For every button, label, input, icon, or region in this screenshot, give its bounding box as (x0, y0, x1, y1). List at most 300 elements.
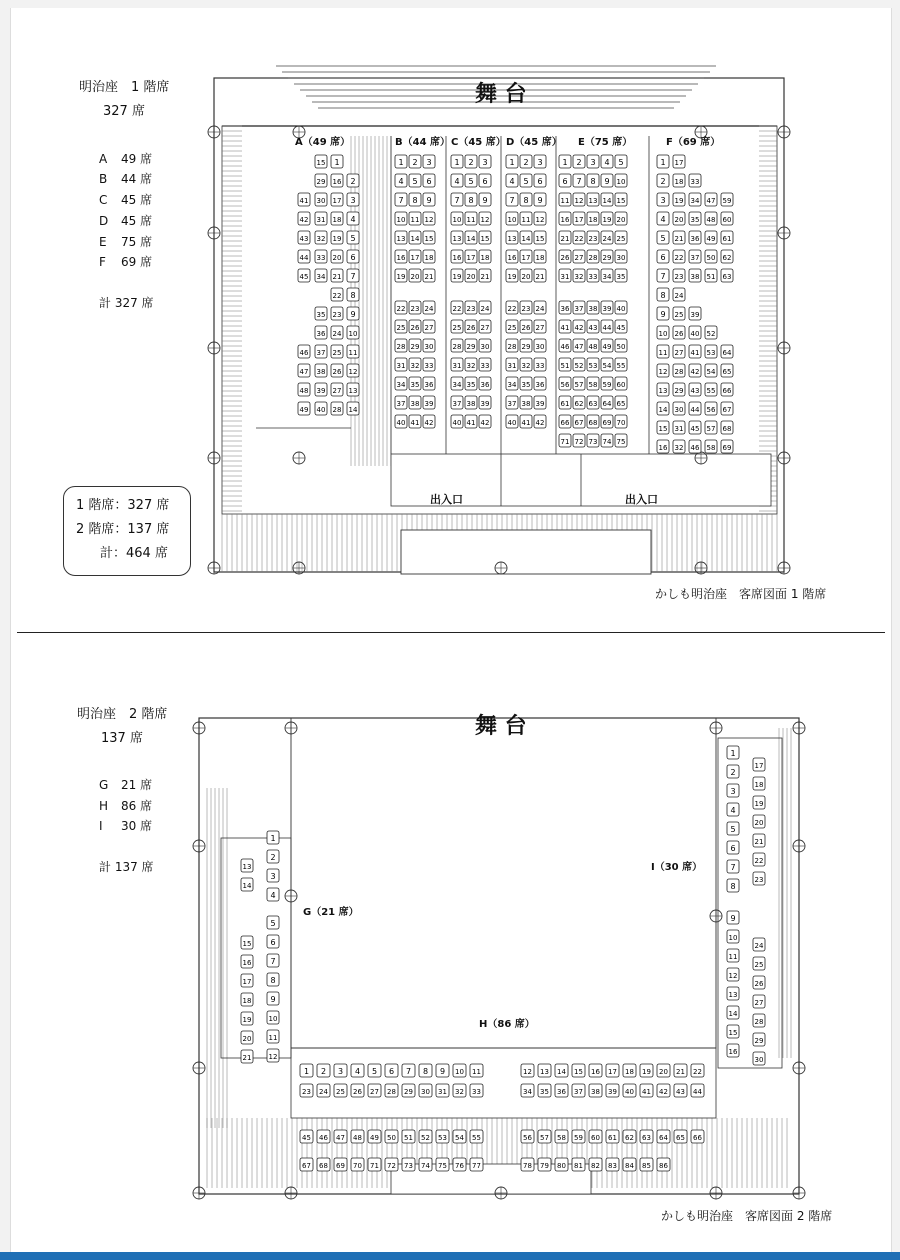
seat (331, 364, 343, 377)
svg-text:29: 29 (410, 343, 420, 351)
seat (520, 377, 532, 390)
svg-text:23: 23 (302, 1088, 311, 1096)
svg-text:33: 33 (316, 254, 326, 262)
svg-text:5: 5 (270, 919, 276, 928)
svg-text:23: 23 (466, 305, 476, 313)
seat (520, 339, 532, 352)
svg-text:48: 48 (588, 343, 598, 351)
seat (479, 415, 491, 428)
svg-text:60: 60 (616, 381, 626, 389)
summary-total: 計：464 席 (100, 546, 168, 561)
svg-text:27: 27 (535, 324, 545, 332)
svg-text:37: 37 (396, 400, 406, 408)
seat (727, 765, 739, 778)
seat (753, 777, 765, 790)
svg-text:32: 32 (674, 444, 684, 452)
svg-text:2: 2 (320, 1067, 327, 1076)
svg-text:22: 22 (693, 1068, 702, 1076)
seat (423, 193, 435, 206)
seat (465, 250, 477, 263)
seat (534, 231, 546, 244)
seat (559, 174, 571, 187)
seat (520, 155, 532, 168)
svg-text:41: 41 (466, 419, 476, 427)
svg-text:31: 31 (560, 273, 570, 281)
seat (601, 377, 613, 390)
svg-text:4: 4 (398, 177, 404, 186)
svg-text:24: 24 (332, 330, 342, 338)
seat (331, 402, 343, 415)
seat (423, 250, 435, 263)
seat (673, 345, 685, 358)
seat (705, 212, 717, 225)
seat (559, 301, 571, 314)
seat (657, 326, 669, 339)
seat (347, 231, 359, 244)
seat (689, 174, 701, 187)
svg-text:24: 24 (424, 305, 434, 313)
svg-text:15: 15 (574, 1068, 583, 1076)
seat (315, 269, 327, 282)
svg-text:39: 39 (608, 1088, 617, 1096)
seat (315, 155, 327, 168)
svg-text:8: 8 (468, 196, 474, 205)
svg-text:31: 31 (316, 216, 326, 224)
svg-text:7: 7 (454, 196, 460, 205)
svg-text:45: 45 (302, 1134, 311, 1142)
svg-text:1: 1 (730, 749, 736, 758)
seat (657, 174, 669, 187)
seat (673, 288, 685, 301)
svg-text:15: 15 (535, 235, 545, 243)
legend-count-e: 75 席 (121, 235, 153, 249)
svg-text:26: 26 (332, 368, 342, 376)
svg-text:31: 31 (438, 1088, 447, 1096)
svg-text:18: 18 (625, 1068, 634, 1076)
svg-text:52: 52 (421, 1134, 430, 1142)
seat (601, 415, 613, 428)
seat (559, 155, 571, 168)
seat (409, 212, 421, 225)
seat (657, 288, 669, 301)
seat (298, 231, 310, 244)
svg-text:31: 31 (396, 362, 406, 370)
svg-text:13: 13 (540, 1068, 549, 1076)
svg-text:28: 28 (452, 343, 462, 351)
seat (315, 383, 327, 396)
svg-text:28: 28 (387, 1088, 396, 1096)
seat (436, 1130, 449, 1143)
svg-text:23: 23 (410, 305, 420, 313)
seat (705, 326, 717, 339)
seat (451, 415, 463, 428)
svg-text:11: 11 (410, 216, 420, 224)
seat (409, 396, 421, 409)
svg-text:56: 56 (706, 406, 716, 414)
svg-text:19: 19 (754, 800, 764, 808)
svg-text:5: 5 (660, 234, 666, 243)
svg-text:82: 82 (591, 1162, 600, 1170)
svg-text:10: 10 (658, 330, 668, 338)
legend-count-a: 49 席 (121, 152, 153, 166)
seat (317, 1158, 330, 1171)
svg-text:43: 43 (588, 324, 598, 332)
svg-text:8: 8 (350, 291, 356, 300)
svg-text:69: 69 (602, 419, 612, 427)
svg-text:32: 32 (466, 362, 476, 370)
svg-text:50: 50 (387, 1134, 396, 1142)
seat (559, 396, 571, 409)
svg-text:16: 16 (658, 444, 668, 452)
seat (465, 320, 477, 333)
seat (727, 803, 739, 816)
seat (520, 231, 532, 244)
svg-text:83: 83 (608, 1162, 617, 1170)
svg-text:36: 36 (424, 381, 434, 389)
svg-text:21: 21 (754, 838, 764, 846)
seat (423, 269, 435, 282)
floor1-stage-label: 舞 台 (475, 82, 527, 107)
seat (587, 377, 599, 390)
svg-text:18: 18 (332, 216, 342, 224)
seat (479, 155, 491, 168)
floor1-title: 明治座 1 階席 (79, 80, 170, 95)
svg-text:35: 35 (690, 216, 700, 224)
svg-text:19: 19 (452, 273, 462, 281)
seat (615, 155, 627, 168)
seat (395, 193, 407, 206)
svg-text:47: 47 (706, 197, 716, 205)
svg-text:7: 7 (398, 196, 404, 205)
svg-text:41: 41 (299, 197, 309, 205)
seat (465, 339, 477, 352)
seat (657, 440, 669, 453)
seat (587, 434, 599, 447)
seat (267, 888, 279, 901)
seat (601, 231, 613, 244)
svg-text:84: 84 (625, 1162, 634, 1170)
svg-text:64: 64 (602, 400, 612, 408)
seat (587, 396, 599, 409)
seat (331, 174, 343, 187)
seat (409, 301, 421, 314)
seat (331, 326, 343, 339)
seat (601, 320, 613, 333)
svg-text:27: 27 (754, 999, 764, 1007)
seat (465, 415, 477, 428)
svg-text:27: 27 (332, 387, 342, 395)
seat (470, 1084, 483, 1097)
seat (241, 859, 253, 872)
page-sheet (10, 8, 892, 1252)
svg-text:58: 58 (706, 444, 716, 452)
svg-text:59: 59 (722, 197, 732, 205)
seat (657, 402, 669, 415)
svg-text:19: 19 (332, 235, 342, 243)
svg-text:62: 62 (574, 400, 584, 408)
seat (315, 307, 327, 320)
svg-text:71: 71 (560, 438, 570, 446)
svg-text:10: 10 (396, 216, 406, 224)
seat (347, 326, 359, 339)
svg-text:52: 52 (574, 362, 584, 370)
entrance-left-label: 出入口 (430, 493, 463, 506)
seat (423, 231, 435, 244)
svg-text:47: 47 (299, 368, 309, 376)
seat (436, 1084, 449, 1097)
seat (479, 193, 491, 206)
seat (453, 1064, 466, 1077)
seat (689, 231, 701, 244)
seat (409, 269, 421, 282)
legend-count-i: 30 席 (121, 819, 153, 833)
svg-text:17: 17 (466, 254, 476, 262)
seat (267, 869, 279, 882)
svg-text:60: 60 (722, 216, 732, 224)
svg-text:2: 2 (730, 768, 736, 777)
seat (315, 326, 327, 339)
svg-text:14: 14 (348, 406, 358, 414)
seat (705, 402, 717, 415)
seat (465, 301, 477, 314)
block-e-label: E（75 席） (578, 137, 633, 148)
seat (615, 212, 627, 225)
seat (559, 415, 571, 428)
svg-text:22: 22 (396, 305, 406, 313)
seat (451, 250, 463, 263)
seat (534, 174, 546, 187)
seat (753, 872, 765, 885)
svg-text:35: 35 (540, 1088, 549, 1096)
seat (534, 339, 546, 352)
seat (657, 307, 669, 320)
seat (573, 320, 585, 333)
seat (451, 193, 463, 206)
svg-text:12: 12 (535, 216, 545, 224)
seat (615, 358, 627, 371)
seat (601, 358, 613, 371)
svg-text:55: 55 (706, 387, 716, 395)
seat (673, 250, 685, 263)
seat (640, 1130, 653, 1143)
h-gallery (291, 1048, 716, 1118)
svg-text:23: 23 (332, 311, 342, 319)
floor2-caption: かしも明治座 客席図面 2 階席 (661, 1209, 833, 1223)
svg-text:17: 17 (608, 1068, 617, 1076)
seat (267, 850, 279, 863)
seat (601, 193, 613, 206)
seat (559, 434, 571, 447)
block-c-label: C（45 席） (451, 137, 506, 148)
seat (538, 1130, 551, 1143)
seat (315, 364, 327, 377)
legend-code-c: C (99, 193, 108, 207)
svg-text:3: 3 (482, 158, 488, 167)
seat (520, 301, 532, 314)
svg-text:19: 19 (674, 197, 684, 205)
svg-text:19: 19 (642, 1068, 651, 1076)
svg-text:25: 25 (754, 961, 764, 969)
svg-text:3: 3 (660, 196, 666, 205)
seat (753, 815, 765, 828)
seat (521, 1130, 534, 1143)
svg-text:28: 28 (332, 406, 342, 414)
block-f-label: F（69 席） (666, 137, 721, 148)
svg-text:44: 44 (602, 324, 612, 332)
entrance-right-label: 出入口 (625, 493, 658, 506)
legend-code-b: B (99, 172, 108, 186)
seat (520, 250, 532, 263)
svg-text:15: 15 (242, 940, 252, 948)
seat (506, 212, 518, 225)
svg-text:45: 45 (616, 324, 626, 332)
seat (409, 415, 421, 428)
seat (402, 1130, 415, 1143)
seat (331, 307, 343, 320)
seat (657, 1158, 670, 1171)
seat (479, 358, 491, 371)
svg-text:3: 3 (337, 1067, 344, 1076)
svg-text:55: 55 (616, 362, 626, 370)
svg-text:54: 54 (602, 362, 612, 370)
svg-text:13: 13 (348, 387, 358, 395)
seat (587, 269, 599, 282)
seat (395, 212, 407, 225)
svg-text:33: 33 (588, 273, 598, 281)
svg-text:31: 31 (674, 425, 684, 433)
svg-text:65: 65 (676, 1134, 685, 1142)
seat (589, 1130, 602, 1143)
svg-text:74: 74 (421, 1162, 430, 1170)
svg-text:2: 2 (350, 177, 356, 186)
svg-text:2: 2 (270, 853, 276, 862)
seat (753, 957, 765, 970)
summary-floor1: 1 階席：327 席 (76, 498, 170, 513)
svg-text:5: 5 (371, 1067, 378, 1076)
seat (409, 193, 421, 206)
seat (331, 212, 343, 225)
seat (334, 1084, 347, 1097)
svg-text:11: 11 (521, 216, 531, 224)
svg-text:17: 17 (521, 254, 531, 262)
seat (615, 269, 627, 282)
svg-text:6: 6 (537, 177, 543, 186)
svg-text:30: 30 (616, 254, 626, 262)
svg-text:15: 15 (728, 1029, 738, 1037)
svg-text:19: 19 (507, 273, 517, 281)
seat (479, 174, 491, 187)
seat (521, 1084, 534, 1097)
svg-text:39: 39 (424, 400, 434, 408)
svg-text:68: 68 (722, 425, 732, 433)
svg-text:35: 35 (521, 381, 531, 389)
seat (727, 746, 739, 759)
svg-text:24: 24 (319, 1088, 328, 1096)
seat (727, 841, 739, 854)
seat (534, 320, 546, 333)
svg-text:40: 40 (625, 1088, 634, 1096)
svg-text:19: 19 (602, 216, 612, 224)
seat (721, 193, 733, 206)
seat (573, 339, 585, 352)
svg-text:34: 34 (602, 273, 612, 281)
svg-text:15: 15 (616, 197, 626, 205)
svg-text:35: 35 (616, 273, 626, 281)
seat (479, 339, 491, 352)
seat (559, 231, 571, 244)
legend-count-f: 69 席 (121, 255, 153, 269)
seat (705, 345, 717, 358)
svg-text:30: 30 (424, 343, 434, 351)
seat (317, 1130, 330, 1143)
svg-text:17: 17 (242, 978, 252, 986)
svg-text:2: 2 (523, 158, 529, 167)
seat (601, 434, 613, 447)
svg-text:1: 1 (660, 158, 666, 167)
seat (351, 1158, 364, 1171)
seat (409, 377, 421, 390)
seat (623, 1130, 636, 1143)
svg-text:22: 22 (574, 235, 584, 243)
svg-text:26: 26 (466, 324, 476, 332)
svg-text:8: 8 (660, 291, 666, 300)
seat (334, 1130, 347, 1143)
seat (395, 250, 407, 263)
svg-text:40: 40 (690, 330, 700, 338)
seat (615, 250, 627, 263)
seat (753, 1052, 765, 1065)
seat (520, 174, 532, 187)
svg-text:1: 1 (398, 158, 404, 167)
seat (559, 377, 571, 390)
seat (573, 377, 585, 390)
svg-text:4: 4 (350, 215, 356, 224)
floor2-title: 明治座 2 階席 (77, 707, 168, 722)
seat (315, 193, 327, 206)
seat (587, 231, 599, 244)
svg-text:24: 24 (754, 942, 764, 950)
seat (615, 320, 627, 333)
svg-text:29: 29 (521, 343, 531, 351)
seat (727, 879, 739, 892)
svg-text:16: 16 (560, 216, 570, 224)
seat (409, 320, 421, 333)
seat (409, 174, 421, 187)
seat (572, 1130, 585, 1143)
seat (453, 1158, 466, 1171)
floor1-plan (11, 8, 891, 608)
seat (615, 377, 627, 390)
svg-text:55: 55 (472, 1134, 481, 1142)
seat (623, 1064, 636, 1077)
seat (506, 250, 518, 263)
seat (657, 1084, 670, 1097)
svg-text:32: 32 (521, 362, 531, 370)
seat (331, 288, 343, 301)
svg-text:17: 17 (574, 216, 584, 224)
svg-text:20: 20 (410, 273, 420, 281)
svg-text:7: 7 (405, 1067, 412, 1076)
seat (657, 212, 669, 225)
svg-text:26: 26 (521, 324, 531, 332)
svg-text:1: 1 (562, 158, 568, 167)
svg-text:4: 4 (354, 1067, 361, 1076)
svg-text:11: 11 (348, 349, 358, 357)
svg-text:36: 36 (316, 330, 326, 338)
svg-text:26: 26 (754, 980, 764, 988)
svg-text:12: 12 (728, 972, 738, 980)
svg-text:24: 24 (535, 305, 545, 313)
